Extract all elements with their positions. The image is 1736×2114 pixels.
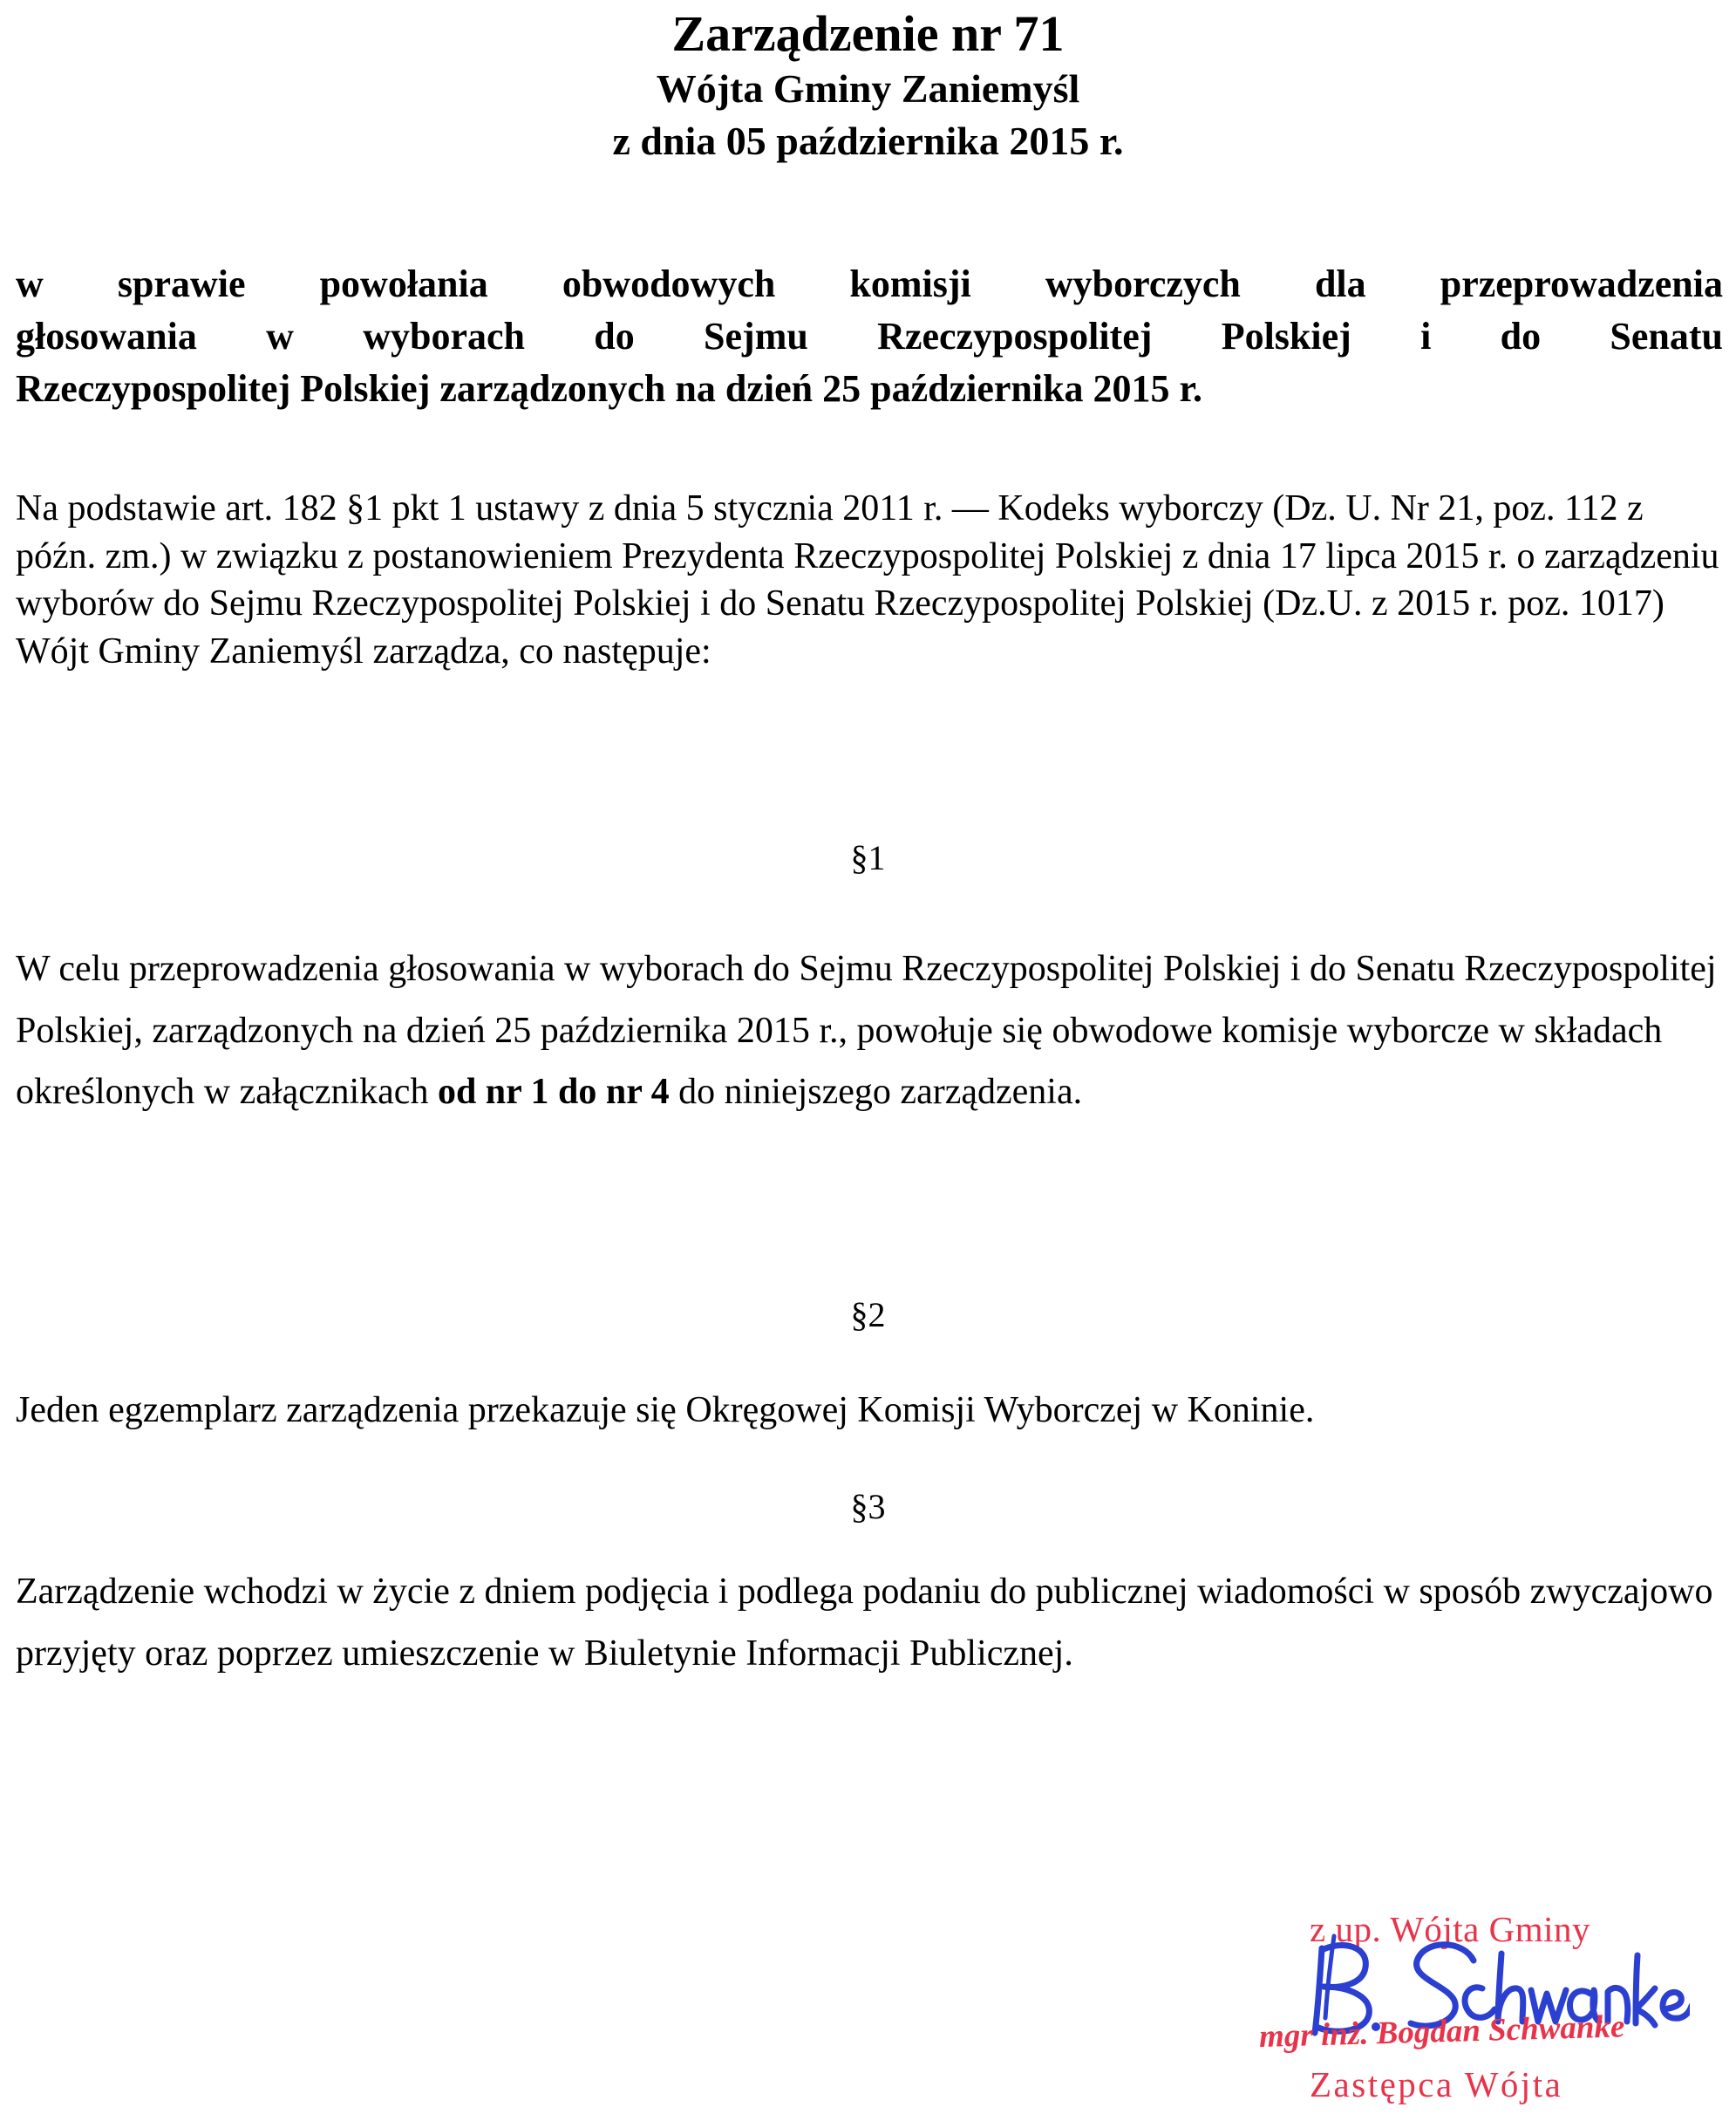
section-1-text-part-2: do niniejszego zarządzenia. [669, 1072, 1083, 1113]
section-body-2: Jeden egzemplarz zarządzenia przekazuje się Okręgowej Komisji Wyborczej w Koninie. [16, 1390, 1315, 1430]
title-subline-authority: Wójta Gminy Zaniemyśl [656, 66, 1080, 112]
signature-stamp-block [1219, 1906, 1707, 2107]
document-subject [16, 258, 1723, 414]
stamp-line-name: mgr inż. Bogdan Schwanke [1258, 2008, 1625, 2055]
page-title: Zarządzenie nr 71 [671, 5, 1065, 62]
subject-line: głosowania w wyborach do Sejmu Rzeczypospolitej Polskiej i do Senatu [16, 314, 1723, 358]
section-heading-2: §2 [850, 1295, 886, 1334]
document-title-block [0, 5, 1736, 168]
title-subline-date: z dnia 05 października 2015 r. [612, 118, 1124, 163]
subject-line: Rzeczypospolitej Polskiej zarządzonych na dzień 25 października 2015 r. [16, 366, 1203, 410]
section-heading-1: §1 [850, 838, 886, 877]
section-1-attachments-range: od nr 1 do nr 4 [437, 1072, 670, 1113]
section-body-3: Zarządzenie wchodzi w życie z dniem podjęcia i podlega podaniu do publicznej wiadomości w sposób zwyczajowo przyjęty oraz poprzez umieszczenie w Biuletynie Informacji Publicznej. [16, 1572, 1713, 1674]
stamp-line-role: Zastępca Wójta [1310, 2064, 1563, 2104]
section-heading-3: §3 [850, 1487, 886, 1526]
section-1-text-part-1: W celu przeprowadzenia głosowania w wyborach do Sejmu Rzeczypospolitej Polskiej i do Senatu Rzeczypospolitej Polskiej, zarządzonych na dzień 25 października 2015 r., powołuje się obwodowe komisje wyborcze w składach określonych w załącznikach [16, 949, 1717, 1113]
section-body-1 [16, 938, 1723, 1123]
legal-basis-paragraph: Na podstawie art. 182 §1 pkt 1 ustawy z dnia 5 stycznia 2011 r. — Kodeks wyborczy (Dz. U. Nr 21, poz. 112 z późn. zm.) w związku z postanowieniem Prezydenta Rzeczypospolitej Polskiej z dnia 17 lipca 2015 r. o zarządzeniu wyborów do Sejmu Rzeczypospolitej Polskiej i do Senatu Rzeczypospolitej Polskiej (Dz.U. z 2015 r. poz. 1017) Wójt Gminy Zaniemyśl zarządza, co następuje: [16, 488, 1719, 672]
stamp-line-authority: z up. Wójta Gminy [1310, 1909, 1591, 1949]
subject-line: w sprawie powołania obwodowych komisji wyborczych dla przeprowadzenia [16, 263, 1723, 305]
